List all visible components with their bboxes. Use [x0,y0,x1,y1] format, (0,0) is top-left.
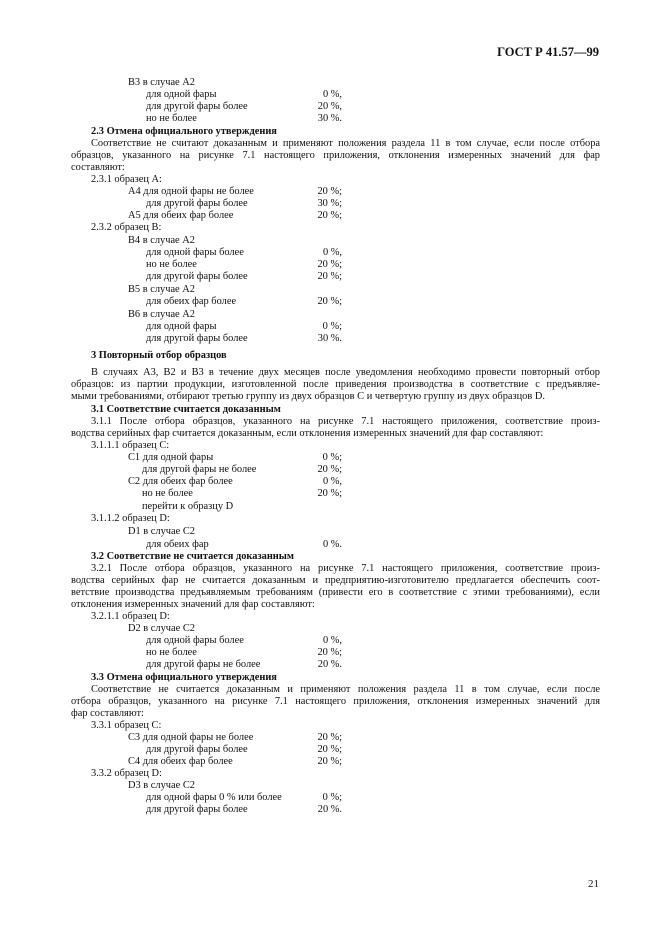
text-line: D1 в случае С2 [128,526,195,537]
value: 20 %; [317,210,342,221]
paragraph-line: образцов: из партии продукции, изготовленной после приведения производства в соответствие с предъявляе- [71,379,600,390]
value: 20 %; [317,464,342,475]
paragraph-line: 3.1.1 После отбора образцов, указанного на рисунке 7.1 настоящего приложения, соответствие произ- [91,416,600,427]
paragraph-line: ветствие производства предъявляемым требованиям (привести его в соответствие с этими требованиями), если [71,587,600,598]
text-line: для другой фары более [146,804,248,815]
value: 20 %; [317,744,342,755]
paragraph-line: фар составляют: [71,708,144,719]
subsection: 2.3.1 образец А: [91,174,162,185]
paragraph-line: отбора образцов, указанного на рисунке 7.1 настоящего приложения, отклонения измеренных значений для [71,696,600,707]
text-line: для одной фары 0 % или более [146,792,282,803]
text-line: для одной фары более [146,247,244,258]
value: 20 %; [317,756,342,767]
value: 20 %. [317,804,342,815]
text-line: для другой фары более [146,333,248,344]
text-line: но не более [146,259,197,270]
value: 30 %; [317,198,342,209]
section-heading: 3.2 Соответствие не считается доказанным [91,551,294,562]
value: 20 %. [317,659,342,670]
subsection: 3.3.1 образец С: [91,720,162,731]
value: 0 %. [322,539,342,550]
paragraph-line: водства серийных фар считается доказанным, если отклонения измеренных значений для фар составляют: [71,428,544,439]
value: 0 %, [322,476,342,487]
text-line: для одной фары более [146,635,244,646]
text-line: для другой фары более [146,198,248,209]
paragraph-line: водства серийных фар не считается доказанным и предприятию-изготовителю предлагается обеспечить соот- [71,575,600,586]
paragraph-line: составляют: [71,162,125,173]
subsection: 3.3.2 образец D: [91,768,162,779]
document-code: ГОСТ Р 41.57—99 [497,45,599,59]
text-line: В5 в случае А2 [128,284,195,295]
value: 20 %; [317,186,342,197]
text-line: В3 в случае А2 [128,77,195,88]
subsection: 3.2.1.1 образец D: [91,611,170,622]
text-line: для обеих фар [146,539,209,550]
text-line: для другой фары более [146,271,248,282]
paragraph-line: Соответствие не считают доказанным и применяют положения раздела 11 в том случае, если после отбора [91,138,600,149]
text-line: С4 для обеих фар более [128,756,233,767]
subsection: 3.1.1.1 образец С: [91,440,170,451]
text-line: С2 для обеих фар более [128,476,233,487]
value: 0 %, [322,89,342,100]
section-heading: 3.1 Соответствие считается доказанным [91,404,281,415]
paragraph-line: отклонения измеренных значений для фар составляют: [71,599,315,610]
text-line: D3 в случае С2 [128,780,195,791]
text-line: С3 для одной фары не более [128,732,254,743]
value: 0 %; [322,792,342,803]
text-line: для другой фары более [146,101,248,112]
subsection: 3.1.1.2 образец D: [91,513,170,524]
value: 0 %, [322,247,342,258]
text-line: для другой фары более [146,744,248,755]
text-line: В6 в случае А2 [128,309,195,320]
value: 20 %; [317,296,342,307]
value: 20 %; [317,488,342,499]
text-line: для одной фары [146,89,217,100]
text-line: для другой фары не более [142,464,257,475]
value: 0 %; [322,321,342,332]
text-line: но не более [146,113,197,124]
text-line: А4 для одной фары не более [128,186,254,197]
section-heading: 2.3 Отмена официального утверждения [91,126,277,137]
value: 20 %; [317,647,342,658]
value: 20 %; [317,271,342,282]
value: 20 %, [317,101,342,112]
page-number: 21 [588,878,599,890]
text-line: А5 для обеих фар более [128,210,234,221]
section-heading: 3.3 Отмена официального утверждения [91,672,277,683]
value: 30 %. [317,113,342,124]
section-heading: 3 Повторный отбор образцов [91,350,227,361]
value: 0 %, [322,635,342,646]
paragraph-line: Соответствие не считается доказанным и применяют положения раздела 11 в том случае, если после [91,684,600,695]
value: 20 %; [317,259,342,270]
value: 30 %. [317,333,342,344]
text-line: но не более [146,647,197,658]
paragraph-line: образцов, указанного на рисунке 7.1 настоящего приложения, отклонения измеренных значений для фар [71,150,600,161]
paragraph-line: 3.2.1 После отбора образцов, указанного на рисунке 7.1 настоящего приложения, соответствие произ- [91,563,600,574]
text-line: для обеих фар более [146,296,237,307]
paragraph-line: мыми требованиями, отбирают третью группу из двух образцов С и четвертую группу из двух образцов D. [71,391,545,402]
value: 20 %; [317,732,342,743]
text-line: но не более [142,488,193,499]
value: 0 %; [322,452,342,463]
text-line: В4 в случае А2 [128,235,195,246]
text-line: С1 для одной фары [128,452,214,463]
text-line: D2 в случае С2 [128,623,195,634]
paragraph-line: В случаях А3, В2 и В3 в течение двух месяцев после уведомления необходимо провести повторный отбор [91,367,600,378]
text-line: перейти к образцу D [142,501,234,512]
subsection: 2.3.2 образец В: [91,222,162,233]
text-line: для другой фары не более [146,659,261,670]
text-line: для одной фары [146,321,217,332]
